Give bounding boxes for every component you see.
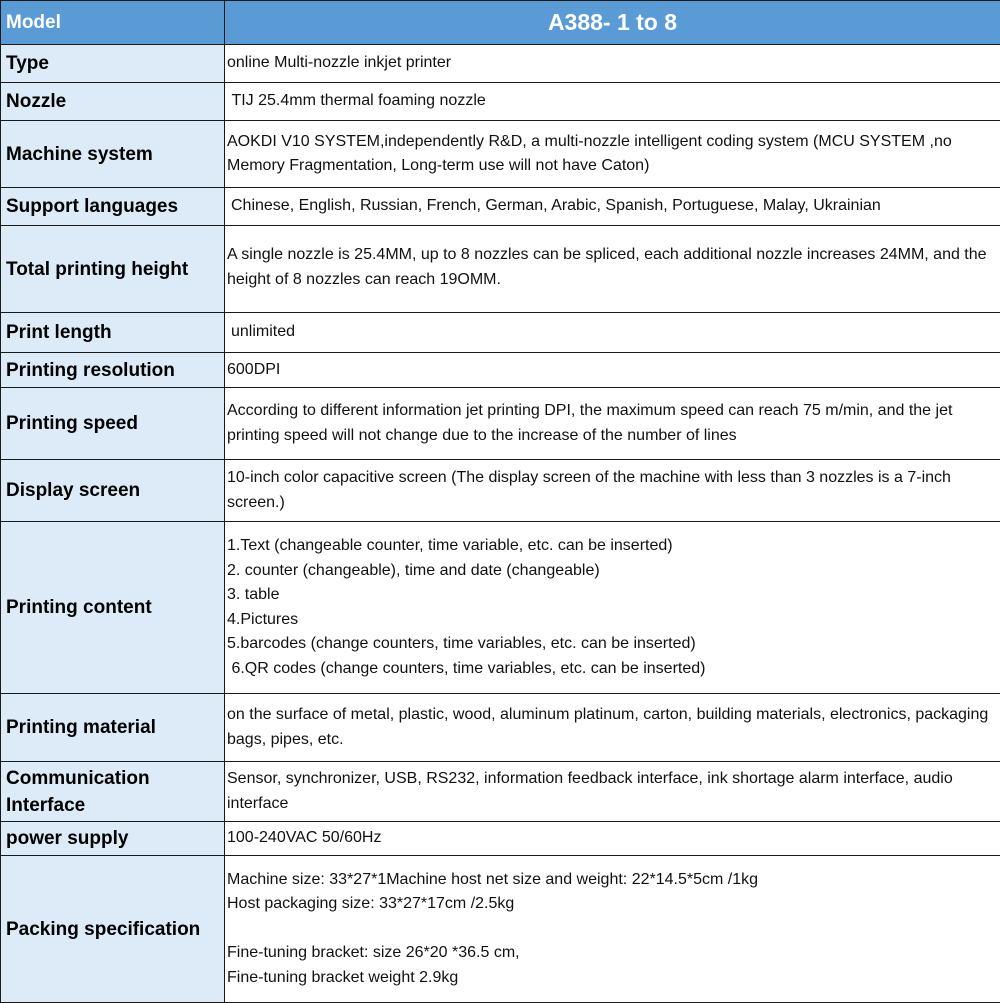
row-value: online Multi-nozzle inkjet printer	[225, 45, 1000, 83]
content-line: 1.Text (changeable counter, time variable, etc. can be inserted)	[227, 534, 1000, 559]
table-row-printing-resolution	[1, 353, 1000, 388]
row-value	[225, 313, 1000, 353]
packing-line: Machine size: 33*27*1Machine host net size and weight: 22*14.5*5cm /1kg	[227, 868, 1000, 893]
row-value-text: TIJ 25.4mm thermal foaming nozzle	[227, 89, 1000, 114]
row-key: Printing material	[1, 694, 225, 762]
row-key: Printing resolution	[1, 353, 225, 388]
row-key: Printing speed	[1, 388, 225, 460]
row-key: power supply	[1, 822, 225, 856]
header-key: Model	[1, 1, 225, 45]
table-row-print-length	[1, 313, 1000, 353]
row-value: 10-inch color capacitive screen (The display screen of the machine with less than 3 nozzles is a 7-inch screen.)	[225, 460, 1000, 522]
table-row-support-languages	[1, 188, 1000, 226]
table-row-machine-system	[1, 121, 1000, 188]
row-value: AOKDI V10 SYSTEM,independently R&D, a multi-nozzle intelligent coding system (MCU SYSTEM ,no Memory Fragmentation, Long-term use will not have Caton)	[225, 121, 1000, 188]
content-line: 4.Pictures	[227, 608, 1000, 633]
row-value: 100-240VAC 50/60Hz	[225, 822, 1000, 856]
row-value: According to different information jet printing DPI, the maximum speed can reach 75 m/min, and the jet printing speed will not change due to the increase of the number of lines	[225, 388, 1000, 460]
table-row-communication-interface	[1, 762, 1000, 822]
row-key: Display screen	[1, 460, 225, 522]
table-row-printing-content	[1, 522, 1000, 694]
row-key: Print length	[1, 313, 225, 353]
table-row-nozzle	[1, 83, 1000, 121]
packing-line: Fine-tuning bracket: size 26*20 *36.5 cm,	[227, 941, 1000, 966]
row-value: A single nozzle is 25.4MM, up to 8 nozzles can be spliced, each additional nozzle increases 24MM, and the height of 8 nozzles can reach 19OMM.	[225, 226, 1000, 313]
table-row-printing-speed	[1, 388, 1000, 460]
row-value	[225, 856, 1000, 1003]
row-value	[225, 522, 1000, 694]
table-row-printing-material	[1, 694, 1000, 762]
content-line: 5.barcodes (change counters, time variables, etc. can be inserted)	[227, 632, 1000, 657]
row-value-text: Chinese, English, Russian, French, German, Arabic, Spanish, Portuguese, Malay, Ukrainian	[227, 194, 1000, 219]
row-key: Total printing height	[1, 226, 225, 313]
table-row-packing-specification	[1, 856, 1000, 1003]
row-key: Machine system	[1, 121, 225, 188]
row-value-text: unlimited	[227, 320, 1000, 345]
row-value	[225, 83, 1000, 121]
table-row-power-supply	[1, 822, 1000, 856]
header-row	[1, 1, 1000, 45]
content-line: 2. counter (changeable), time and date (changeable)	[227, 559, 1000, 584]
row-key: Support languages	[1, 188, 225, 226]
row-value: on the surface of metal, plastic, wood, aluminum platinum, carton, building materials, electronics, packaging bags, pipes, etc.	[225, 694, 1000, 762]
row-key: Communication Interface	[1, 762, 225, 822]
row-value: Sensor, synchronizer, USB, RS232, information feedback interface, ink shortage alarm interface, audio interface	[225, 762, 1000, 822]
model-title: A388- 1 to 8	[225, 1, 1000, 45]
packing-line: Fine-tuning bracket weight 2.9kg	[227, 966, 1000, 991]
table-row-display-screen	[1, 460, 1000, 522]
content-line: 3. table	[227, 583, 1000, 608]
packing-line	[227, 917, 1000, 942]
row-value	[225, 188, 1000, 226]
table-row-total-printing-height	[1, 226, 1000, 313]
table-row-type	[1, 45, 1000, 83]
row-key: Packing specification	[1, 856, 225, 1003]
row-value: 600DPI	[225, 353, 1000, 388]
content-line: 6.QR codes (change counters, time variables, etc. can be inserted)	[227, 657, 1000, 682]
row-key: Printing content	[1, 522, 225, 694]
row-key: Type	[1, 45, 225, 83]
row-key: Nozzle	[1, 83, 225, 121]
packing-line: Host packaging size: 33*27*17cm /2.5kg	[227, 892, 1000, 917]
